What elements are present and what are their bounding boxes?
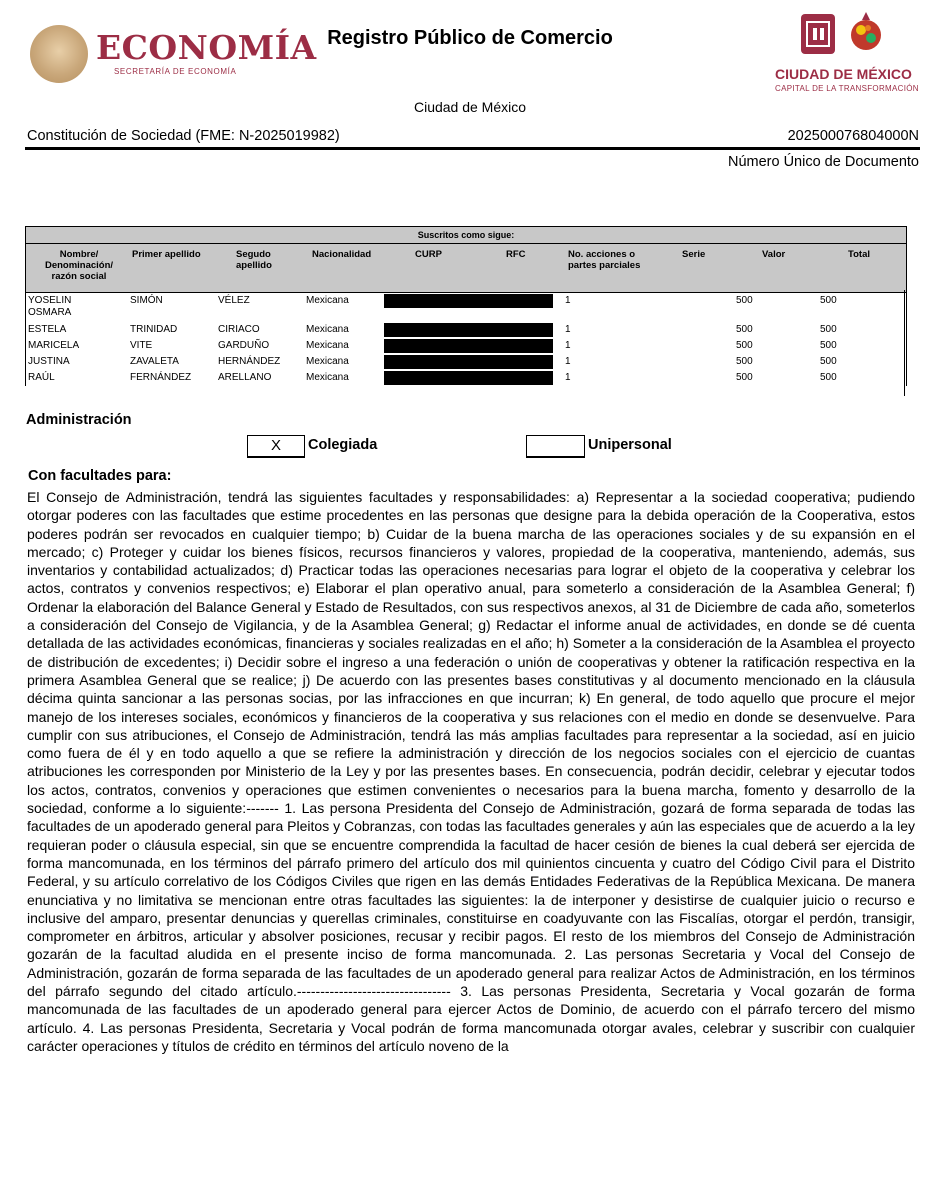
cdmx-logo-title: CIUDAD DE MÉXICO <box>775 66 912 82</box>
cell-acciones: 1 <box>565 356 571 367</box>
table-caption: Suscritos como sigue: <box>26 227 906 244</box>
cell-valor: 500 <box>736 372 753 383</box>
cell-apellido2: VÉLEZ <box>218 295 250 306</box>
unipersonal-checkbox <box>526 435 585 458</box>
th-rfc: RFC <box>506 249 526 260</box>
cell-nombre: ESTELA <box>28 324 67 335</box>
cell-apellido1: VITE <box>130 340 153 351</box>
cdmx-flower-icon <box>846 8 886 58</box>
cell-nacionalidad: Mexicana <box>306 356 349 367</box>
table-row <box>26 354 906 370</box>
th-acciones: No. acciones o partes parciales <box>568 249 641 271</box>
table-right-border <box>904 290 905 396</box>
cell-acciones: 1 <box>565 295 571 306</box>
cell-total: 500 <box>820 295 837 306</box>
cell-nombre: JUSTINA <box>28 356 70 367</box>
cdmx-logo-subtitle: CAPITAL DE LA TRANSFORMACIÓN <box>775 84 919 93</box>
redacted-block <box>384 339 553 353</box>
th-segundo-apellido: Segudo apellido <box>236 249 272 271</box>
cell-acciones: 1 <box>565 372 571 383</box>
cell-total: 500 <box>820 324 837 335</box>
document-number-label: Número Único de Documento <box>727 154 919 170</box>
document-city: Ciudad de México <box>413 99 527 115</box>
th-primer-apellido: Primer apellido <box>132 249 201 260</box>
unipersonal-label: Unipersonal <box>588 437 672 453</box>
administration-title: Administración <box>26 412 132 428</box>
cell-apellido1: TRINIDAD <box>130 324 178 335</box>
economia-logo-subtitle: SECRETARÍA DE ECONOMÍA <box>114 67 237 76</box>
cdmx-shield-icon <box>801 14 835 54</box>
redacted-block <box>384 294 553 308</box>
faculties-text: El Consejo de Administración, tendrá las siguientes facultades y responsabilidades: a) Representar a la sociedad cooperativa; pudiendo otorgar poderes con las facultades que estime procedentes en las personas que designe para la debida operación de la Cooperativa, estos poderes podrán ser revocados en cualquier tiempo; b) Cuidar de la buena marcha de las operaciones sociales y de su expansión en el mercado; c) Proteger y cuidar los bienes físicos, recursos financieros y valores, propiedad de la cooperativa, manteniendo, además, sus inventarios y contabilidad actualizados; d) Practicar todas las operaciones necesarias para lograr el objeto de la cooperativa y celebrar los actos, contratos y convenios respectivos; e) Elaborar el plan operativo anual, para someterlo a consideración de la Asamblea General; f) Ordenar la elaboración del Balance General y Estado de Resultados, con sus respectivos anexos, al 31 de Diciembre de cada año, someterlos a consideración del Consejo de Vigilancia, y de la Asamblea General; g) Redactar el informe anual de actividades, en donde se dé cuenta detallada de las actividades económicas, financieras y sociales realizadas en el año; h) Someter a la consideración de la Asamblea el proyecto de distribución de excedentes; i) Decidir sobre el ingreso a una federación o unión de cooperativas y obtener la ratificación respectiva en la primera Asamblea General que se realice; j) De acuerdo con las presentes bases constitutivas y al documento mencionado en la cláusula décima quinta sancionar a las personas socias, por las infracciones en que incurran; k) En general, de todo aquello que procure el mejor manejo de los intereses sociales, económicos y financieros de la cooperativa y sus relaciones con el medio en donde se desenvuelve. Para cumplir con sus atribuciones, el Consejo de Administración, tendrá las más amplias facultades para representar a la sociedad, así en juicio como fuera de él y en todo aquello a que se refiere la administración y dirección de los negocios sociales con el ejercicio de cuantas atribuciones les corresponden por Ministerio de la Ley y por las presentes bases. En consecuencia, podrán decidir, celebrar y ejecutar todos los actos, contratos, convenios y operaciones que estimen convenientes o necesarios para la buena marcha, fomento y desarrollo de la sociedad, conforme a lo siguiente:------- 1. Las persona Presidenta del Consejo de Administración, gozará de forma separada de todas las facultades de un apoderado general para Pleitos y Cobranzas, con todas las facultades generales y aún las especiales que de acuerdo a la ley requieran poder o cláusula especial, sin que se encuentre comprendida la facultad de hacer cesión de bienes la cual deberá ser ejercida de forma mancomunada, en los términos del párrafo primero del artículo dos mil quinientos cincuenta y cuatro del Código Civil para el Distrito Federal, y su artículo correlativo de los Códigos Civiles que rigen en las demás Entidades Federativas de la República Mexicana. De manera enunciativa y no limitativa se mencionan entre otras facultades las siguientes: la de interponer y desistirse de cualquier juicio o recurso e inclusive del amparo, presentar denuncias y querellas criminales, constituirse en coadyuvante con las Fiscalías, otorgar el perdón, transigir, comprometer en árbitros, articular y absolver posiciones, recusar y recibir pagos. El resto de los miembros del Consejo de Administración gozarán de la facultad aludida en el presente inciso de forma mancomunada. 2. Las personas Secretaria y Vocal del Consejo de Administración, gozarán de forma separada de las facultades de un apoderado general para realizar Actos de Administración, en los términos del párrafo segundo del citado artículo.--------------------------------- 3. Las personas Presidenta, Secretaria y Vocal gozarán de forma mancomunada de las facultades de un apoderado general para ejercer Actos de Dominio, de acuerdo con el párrafo tercero del mismo artículo. 4. Las personas Presidenta, Secretaria y Vocal podrán de forma mancomunada otorgar avales, celebrar y suscribir con cualquier carácter operaciones y títulos de crédito en términos del artículo noveno de la <box>27 489 915 1054</box>
table-row <box>26 322 906 338</box>
cell-apellido2: ARELLANO <box>218 372 272 383</box>
th-serie: Serie <box>682 249 706 260</box>
cell-total: 500 <box>820 372 837 383</box>
cell-valor: 500 <box>736 356 753 367</box>
cell-nombre: RAÚL <box>28 372 55 383</box>
th-curp: CURP <box>415 249 442 260</box>
th-valor: Valor <box>762 249 786 260</box>
cell-total: 500 <box>820 356 837 367</box>
table-row <box>26 293 906 322</box>
cell-apellido2: CIRIACO <box>218 324 260 335</box>
subscribers-table <box>25 226 907 386</box>
header-divider <box>25 147 920 150</box>
cell-valor: 500 <box>736 295 753 306</box>
colegiada-checkbox: X <box>247 435 305 458</box>
cell-apellido1: FERNÁNDEZ <box>130 372 192 383</box>
cell-apellido2: HERNÁNDEZ <box>218 356 281 367</box>
cell-nacionalidad: Mexicana <box>306 372 349 383</box>
cell-valor: 500 <box>736 340 753 351</box>
cell-valor: 500 <box>736 324 753 335</box>
redacted-block <box>384 371 553 385</box>
economia-emblem-icon <box>30 25 88 83</box>
cell-nacionalidad: Mexicana <box>306 295 349 306</box>
redacted-block <box>384 323 553 337</box>
redacted-block <box>384 355 553 369</box>
cell-acciones: 1 <box>565 340 571 351</box>
cell-apellido2: GARDUÑO <box>218 340 270 351</box>
cell-nombre: MARICELA <box>28 340 80 351</box>
faculties-title: Con facultades para: <box>28 468 172 484</box>
cell-apellido1: SIMÓN <box>130 295 163 306</box>
document-number: 202500076804000N <box>787 128 919 144</box>
colegiada-label: Colegiada <box>308 437 378 453</box>
cell-apellido1: ZAVALETA <box>130 356 179 367</box>
table-row <box>26 338 906 354</box>
economia-logo-title: ECONOMÍA <box>96 28 317 67</box>
th-nacionalidad: Nacionalidad <box>312 249 372 260</box>
document-title: Registro Público de Comercio <box>327 27 613 49</box>
cell-nacionalidad: Mexicana <box>306 340 349 351</box>
th-total: Total <box>848 249 870 260</box>
cell-acciones: 1 <box>565 324 571 335</box>
cell-nombre: YOSELIN OSMARA <box>28 295 72 318</box>
th-nombre: Nombre/ Denominación/ razón social <box>44 249 114 282</box>
table-row <box>26 370 906 386</box>
cell-total: 500 <box>820 340 837 351</box>
table-header <box>26 244 906 293</box>
cell-nacionalidad: Mexicana <box>306 324 349 335</box>
constitution-line: Constitución de Sociedad (FME: N-2025019982) <box>27 128 340 144</box>
